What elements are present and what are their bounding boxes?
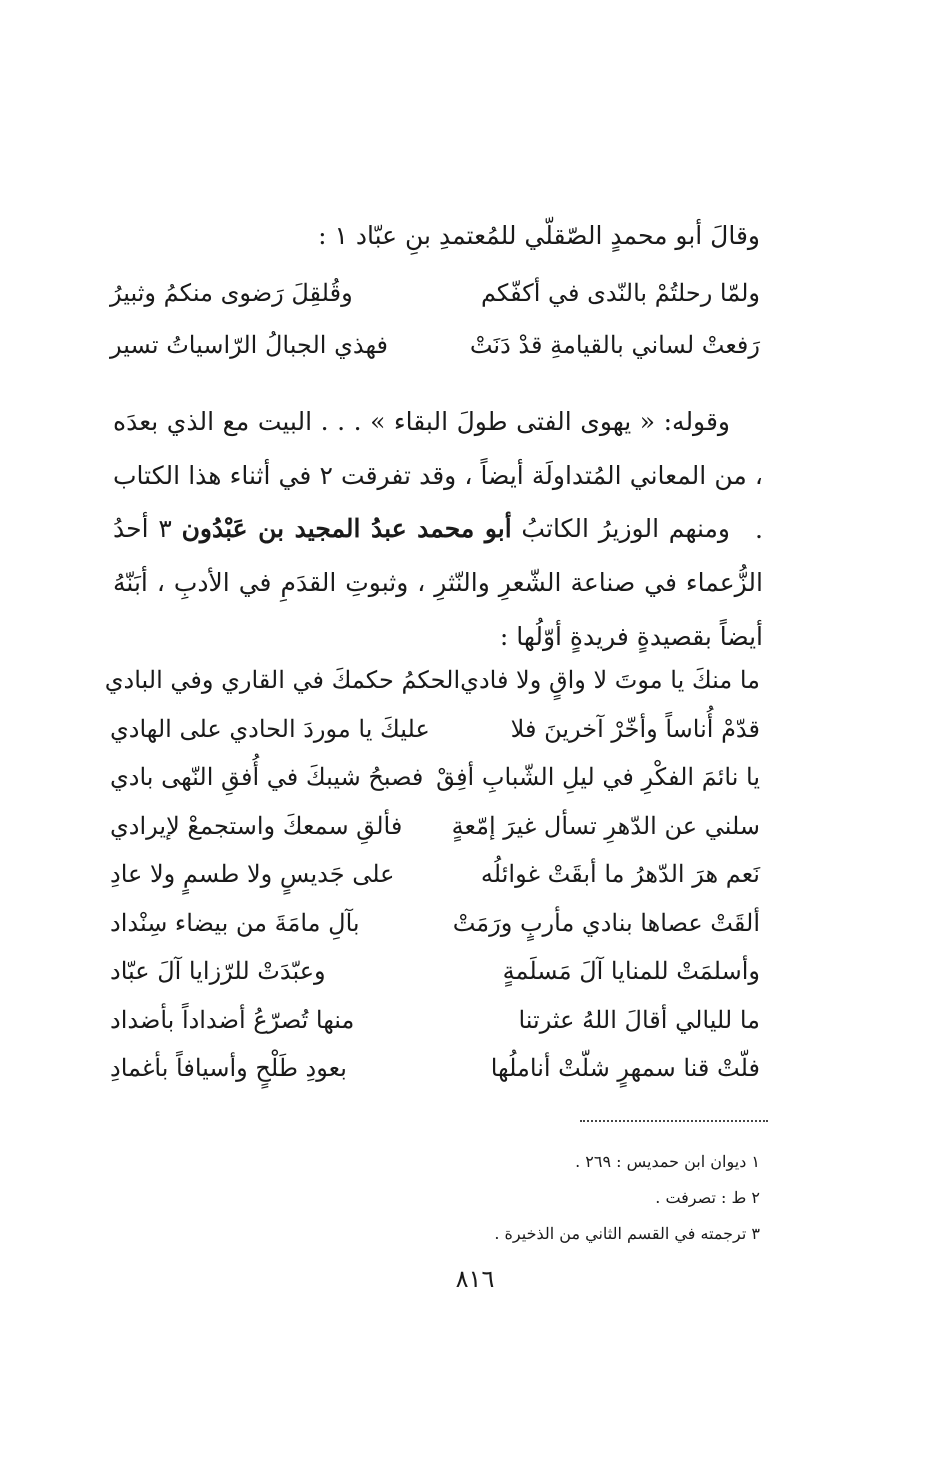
verse-first-hemistich: رَفعتْ لساني بالقيامةِ قدْ دَنَتْ [469,331,760,359]
verse-line [110,857,760,891]
verse-second-hemistich: منها تُصرّعُ أضداداً بأضداد [110,1005,355,1034]
biography-pre: ومنهم الوزيرُ الكاتبُ [511,514,730,543]
verse-second-hemistich: فهذي الجبالُ الرّاسياتُ تسير [110,331,388,359]
verse-line [104,663,760,697]
verse-line [110,760,760,794]
verse-line [110,809,760,843]
verse-line [110,328,760,362]
verse-line [110,276,760,310]
verse-second-hemistich: على جَديسٍ ولا طسمٍ ولا عادِ [110,860,395,888]
verse-first-hemistich: يا نائمَ الفكْرِ في ليلِ الشّبابِ أفِقْ [436,763,760,791]
verse-first-hemistich: ولمّا رحلتُمْ بالنّدى في أكفّكم [480,279,760,307]
verse-first-hemistich: فلّتْ قنا سمهرٍ شلّتْ أناملُها [490,1054,760,1082]
biography-paragraph [113,502,763,664]
verse-line [110,954,760,988]
verse-second-hemistich: الحكمُ حكمكَ في القاري وفي البادي [104,666,461,694]
verse-line [110,712,760,746]
verse-second-hemistich: وعبّدَتْ للرّزايا آلَ عبّاد [110,957,326,985]
verse-second-hemistich: بآلِ مامَةَ من بيضاء سِنْداد [110,908,360,937]
poem-introduction: وقالَ أبو محمدٍ الصّقلّي للمُعتمدِ بنِ عبّاد ١ : [318,221,760,250]
verse-line [110,906,760,940]
verse-first-hemistich: نَعم هرَ الدّهرُ ما أبقَتْ غوائلُه [480,860,760,888]
verse-first-hemistich: ألقَتْ عصاها بنادي مأربٍ ورَمَتْ [452,908,760,937]
verse-first-hemistich: وأسلمَتْ للمنايا آلَ مَسلَمةٍ [502,957,760,985]
footnote-item: ٢ ط : تصرفت . [655,1188,760,1207]
verse-second-hemistich: فألقِ سمعكَ واستجمعْ لإيرادي [110,811,403,840]
verse-line [110,1003,760,1037]
footnote-item: ٣ ترجمته في القسم الثاني من الذخيرة . [494,1224,760,1243]
commentary-paragraph: وقوله: « يهوى الفتى طولَ البقاء » . . . البيت مع الذي بعدَه ، من المعاني المُتداولَة أيضاً ، وقد تفرقت ٢ في أثناء هذا الكتاب . [113,407,763,544]
verse-first-hemistich: سلني عن الدّهرِ تسأل غيرَ إمّعةٍ [451,811,760,840]
biography-post: ٣ أحدُ الزُّعماء في صناعة الشّعرِ والنّثرِ ، وثبوتِ القدَمِ في الأدبِ ، أبَنّهُ أيضاً بقصيدةٍ فريدةٍ أوّلُها : [113,514,763,651]
verse-first-hemistich: ما لليالي أقالَ اللهُ عثرتنا [518,1005,760,1034]
verse-second-hemistich: بعودِ طَلْحٍ وأسيافاً بأغمادِ [110,1054,347,1082]
verse-second-hemistich: فصبحُ شيبكَ في أُفقِ النّهى بادي [110,763,424,791]
author-name: أبو محمد عبدُ المجيد بن عَبْدُون [181,514,512,543]
verse-second-hemistich: وقُلقِلَ رَضوى منكمُ وثبيرُ [110,279,353,307]
verse-second-hemistich: عليكَ يا موردَ الحادي على الهادي [110,714,430,743]
verse-line [110,1051,760,1085]
footnote-item: ١ ديوان ابن حمديس : ٢٦٩ . [575,1152,760,1171]
page-number: ٨١٦ [455,1265,495,1293]
verse-first-hemistich: ما منكَ يا موتَ لا واقٍ ولا فادي [460,666,760,694]
verse-first-hemistich: قدّمْ أُناساً وأخّرْ آخرينَ فلا [510,714,760,743]
footnote-separator [580,1120,768,1122]
